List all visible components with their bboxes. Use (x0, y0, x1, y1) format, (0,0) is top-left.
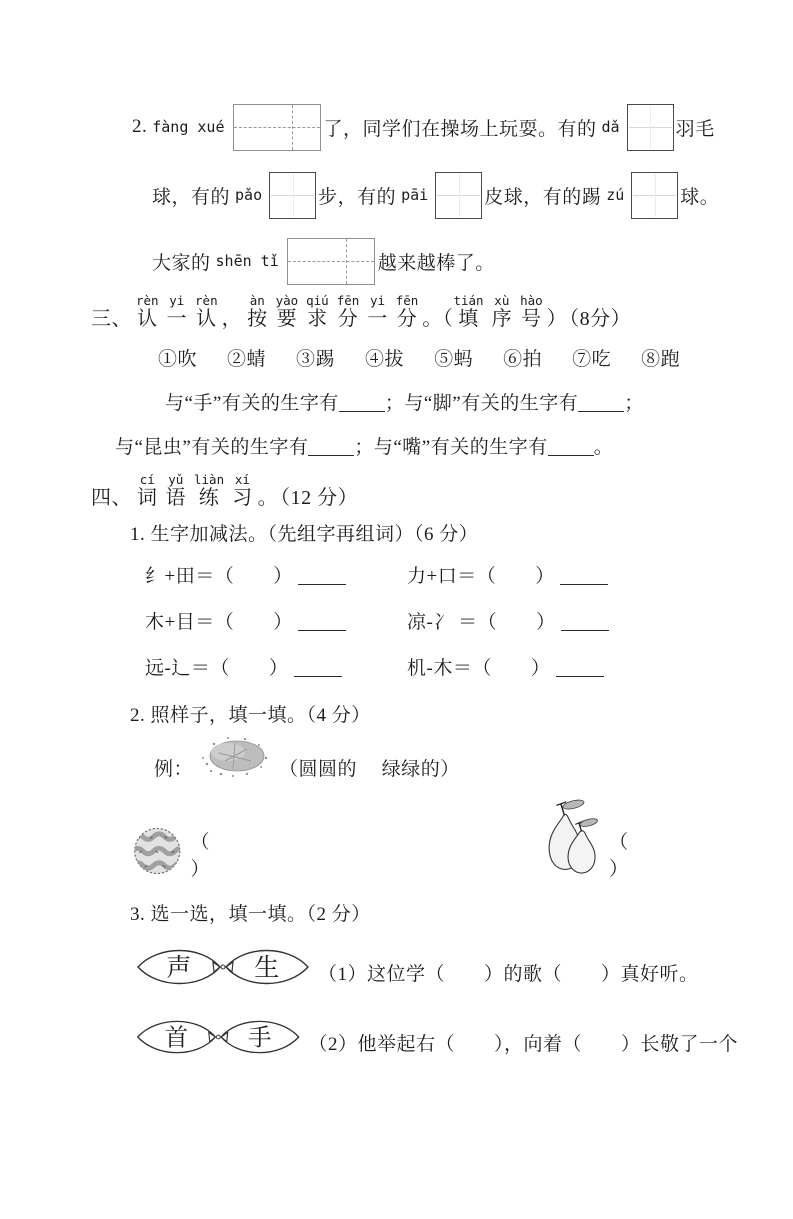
equation-text: 凉-冫 ＝（ ） (407, 612, 556, 633)
q3-header (90, 295, 738, 330)
q4-sub2-label: 2. 照样子，填一填。（4 分） (130, 705, 371, 726)
q3-options-row (158, 344, 738, 371)
q2-text-5: 皮球，有的踢 (484, 186, 602, 208)
q3-title-ruby: 认rèn一yi认rèn， 按àn要yào求qiú分fēn一yi分fēn。（填tián序xù号hào） (135, 293, 568, 330)
equation-item (407, 561, 738, 588)
q3-option-4: ④拔 (365, 349, 405, 370)
q2-pinyin-da: dǎ (601, 118, 620, 136)
q2-pinyin-pai: pāi (401, 186, 429, 204)
answer-blank (556, 656, 604, 677)
q3-option-6: ⑥拍 (503, 349, 543, 370)
q2-pinyin-pao: pǎo (235, 186, 263, 204)
q2-line-2 (90, 165, 738, 225)
q4-sub1-label: 1. 生字加减法。（先组字再组词）（6 分） (130, 524, 479, 545)
q4-sentence-2: （2）他举起右（ ），向着（ ）长敬了一个 (308, 1034, 738, 1055)
q4-score: （12 分） (280, 487, 359, 509)
writing-box-one-char (269, 172, 316, 219)
equation-text: 木+目＝（ ） (145, 612, 293, 633)
answer-blank (298, 564, 346, 585)
q2-text-1: 了，同学们在操场上玩耍。有的 (323, 118, 597, 140)
paren-open: （ (609, 832, 629, 853)
q2-text-3: 球，有的 (152, 186, 231, 208)
q3-answer-line-2 (90, 432, 738, 459)
q4-example-row (154, 731, 738, 783)
answer-blank (339, 391, 385, 412)
equation-item (145, 561, 407, 588)
q3-answer-line-1 (90, 388, 738, 415)
equation-item (145, 653, 407, 680)
answer-blank (578, 391, 624, 412)
q3-l2-text-c: 。 (593, 437, 614, 458)
equation-text: 纟+田＝（ ） (145, 566, 293, 587)
equation-item (407, 607, 738, 634)
q3-option-5: ⑤蚂 (434, 349, 474, 370)
worksheet-page (0, 97, 793, 1219)
writing-box-one-char (627, 104, 674, 151)
q4-fruit-row (132, 793, 738, 881)
paren-open: （ (190, 832, 210, 853)
q3-l2-text-b: ；与“嘴”有关的生字有 (354, 437, 548, 458)
answer-blank (298, 610, 346, 631)
equation-text: 机-木＝（ ） (407, 658, 551, 679)
answer-blank (560, 564, 608, 585)
answer-blank (308, 435, 354, 456)
q2-pinyin-fangxue: fàng xué (152, 118, 225, 136)
q3-l1-text-b: ；与“脚”有关的生字有 (384, 393, 579, 414)
example-prefix: 例： (154, 759, 194, 780)
watermelon-blank (190, 827, 319, 881)
q3-section-number: 三、 (91, 308, 132, 330)
equation-item (407, 653, 738, 680)
pears-blank (609, 827, 738, 881)
q2-pinyin-shenti: shēn tǐ (215, 252, 279, 270)
q4-sub3-label: 3. 选一选，填一填。（2 分） (130, 904, 371, 925)
q2-text-8: 越来越棒了。 (377, 252, 495, 274)
q3-l1-text-c: ； (624, 393, 644, 414)
q2-line-1 (90, 97, 738, 157)
q3-l1-text-a: 与“手”有关的生字有 (165, 393, 339, 414)
writing-box-two-char (287, 238, 375, 285)
equation-text: 远-辶＝（ ） (145, 658, 289, 679)
paren-close: ） (190, 859, 210, 880)
answer-blank (548, 435, 594, 456)
writing-box-one-char (631, 172, 678, 219)
leaf-word-left: 首 (164, 1025, 189, 1052)
equation-item (145, 607, 407, 634)
leaf-word-left: 声 (166, 955, 192, 982)
q2-pinyin-zu: zú (606, 186, 625, 204)
q4-sentence-1: （1）这位学（ ）的歌（ ）真好听。 (318, 964, 699, 985)
q2-text-6: 球。 (680, 186, 720, 208)
q4-pair-row-2 (134, 1006, 738, 1068)
q3-option-3: ③踢 (296, 349, 336, 370)
q3-option-8: ⑧跑 (641, 349, 681, 370)
q2-text-7: 大家的 (152, 252, 211, 274)
q3-option-1: ①吹 (158, 349, 198, 370)
watermelon-image (132, 823, 182, 879)
equation-text: 力+口＝（ ） (407, 566, 555, 587)
q2-number: 2. (132, 116, 148, 137)
answer-blank (561, 610, 609, 631)
q4-header (90, 474, 738, 509)
word-leaf-pair-2 (134, 1006, 302, 1068)
q3-option-2: ②蜻 (227, 349, 267, 370)
q4-title-ruby: 词cí语yǔ练liàn习xí。 (137, 472, 279, 509)
q3-option-7: ⑦吃 (572, 349, 612, 370)
word-leaf-pair-1 (134, 936, 312, 998)
paren-close: ） (609, 859, 629, 880)
q3-l2-text-a: 与“昆虫”有关的生字有 (115, 437, 309, 458)
q4-equations (145, 561, 738, 680)
q2-line-3 (90, 231, 738, 291)
answer-blank (294, 656, 342, 677)
pears-image (541, 793, 599, 881)
q3-score: （8分） (569, 308, 632, 330)
leaf-word-right: 手 (247, 1025, 272, 1052)
round-leaf-image (195, 731, 273, 785)
q4-pair-row-1 (134, 936, 738, 998)
writing-box-one-char (435, 172, 482, 219)
writing-box-two-char (233, 104, 321, 151)
leaf-word-right: 生 (254, 955, 280, 982)
q2-text-4: 步，有的 (318, 186, 397, 208)
q2-text-2: 羽毛 (675, 118, 715, 140)
q4-section-number: 四、 (91, 487, 132, 509)
example-caption: （圆圆的 绿绿的） (279, 759, 460, 780)
